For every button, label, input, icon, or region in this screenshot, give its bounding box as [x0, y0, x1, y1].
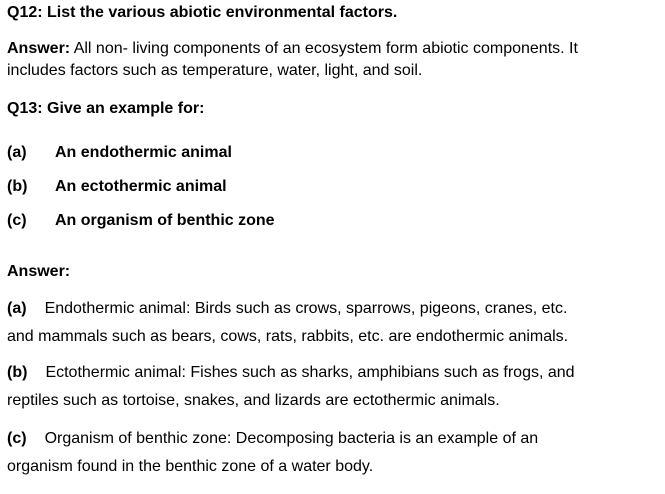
- q13-answer-c-label: (c): [7, 430, 27, 447]
- q13-item-a-label: (a): [7, 144, 27, 161]
- q13-answer-c-line-1: [7, 430, 538, 448]
- q13-answer-b-line-1: [7, 364, 575, 382]
- q12-question: Q12: List the various abiotic environmental factors.: [7, 4, 398, 21]
- q13-answer-a-label: (a): [7, 300, 27, 317]
- q12-answer-label: Answer:: [7, 40, 71, 57]
- q12-answer-line-2: includes factors such as temperature, water, light, and soil.: [7, 62, 423, 79]
- q13-answer-c-line-2: organism found in the benthic zone of a water body.: [7, 458, 374, 475]
- q13-answer-b-label: (b): [7, 364, 28, 381]
- q13-answer-b-text-1: Ectothermic animal: Fishes such as sharks, amphibians such as frogs, and: [45, 364, 575, 381]
- q13-item-c-text: An organism of benthic zone: [55, 212, 275, 229]
- q13-answer-a-text-1: Endothermic animal: Birds such as crows, sparrows, pigeons, cranes, etc.: [44, 300, 568, 317]
- q13-item-b-text: An ectothermic animal: [55, 178, 227, 195]
- q13-answer-b-line-2: reptiles such as tortoise, snakes, and lizards are ectothermic animals.: [7, 392, 500, 409]
- q13-item-c: [7, 212, 275, 230]
- q12-answer-text-1: All non- living components of an ecosystem form abiotic components. It: [70, 40, 578, 57]
- q13-item-a: [7, 144, 232, 162]
- q13-item-c-label: (c): [7, 212, 27, 229]
- q12-answer-line-1: [7, 40, 578, 58]
- q13-question: Q13: Give an example for:: [7, 100, 205, 117]
- q13-answer-heading: Answer:: [7, 263, 71, 280]
- q13-item-a-text: An endothermic animal: [55, 144, 232, 161]
- q13-item-b-label: (b): [7, 178, 28, 195]
- q13-answer-a-line-1: [7, 300, 567, 318]
- q13-answer-c-text-1: Organism of benthic zone: Decomposing bacteria is an example of an: [44, 430, 539, 447]
- q13-item-b: [7, 178, 227, 196]
- q13-answer-a-line-2: and mammals such as bears, cows, rats, rabbits, etc. are endothermic animals.: [7, 328, 569, 345]
